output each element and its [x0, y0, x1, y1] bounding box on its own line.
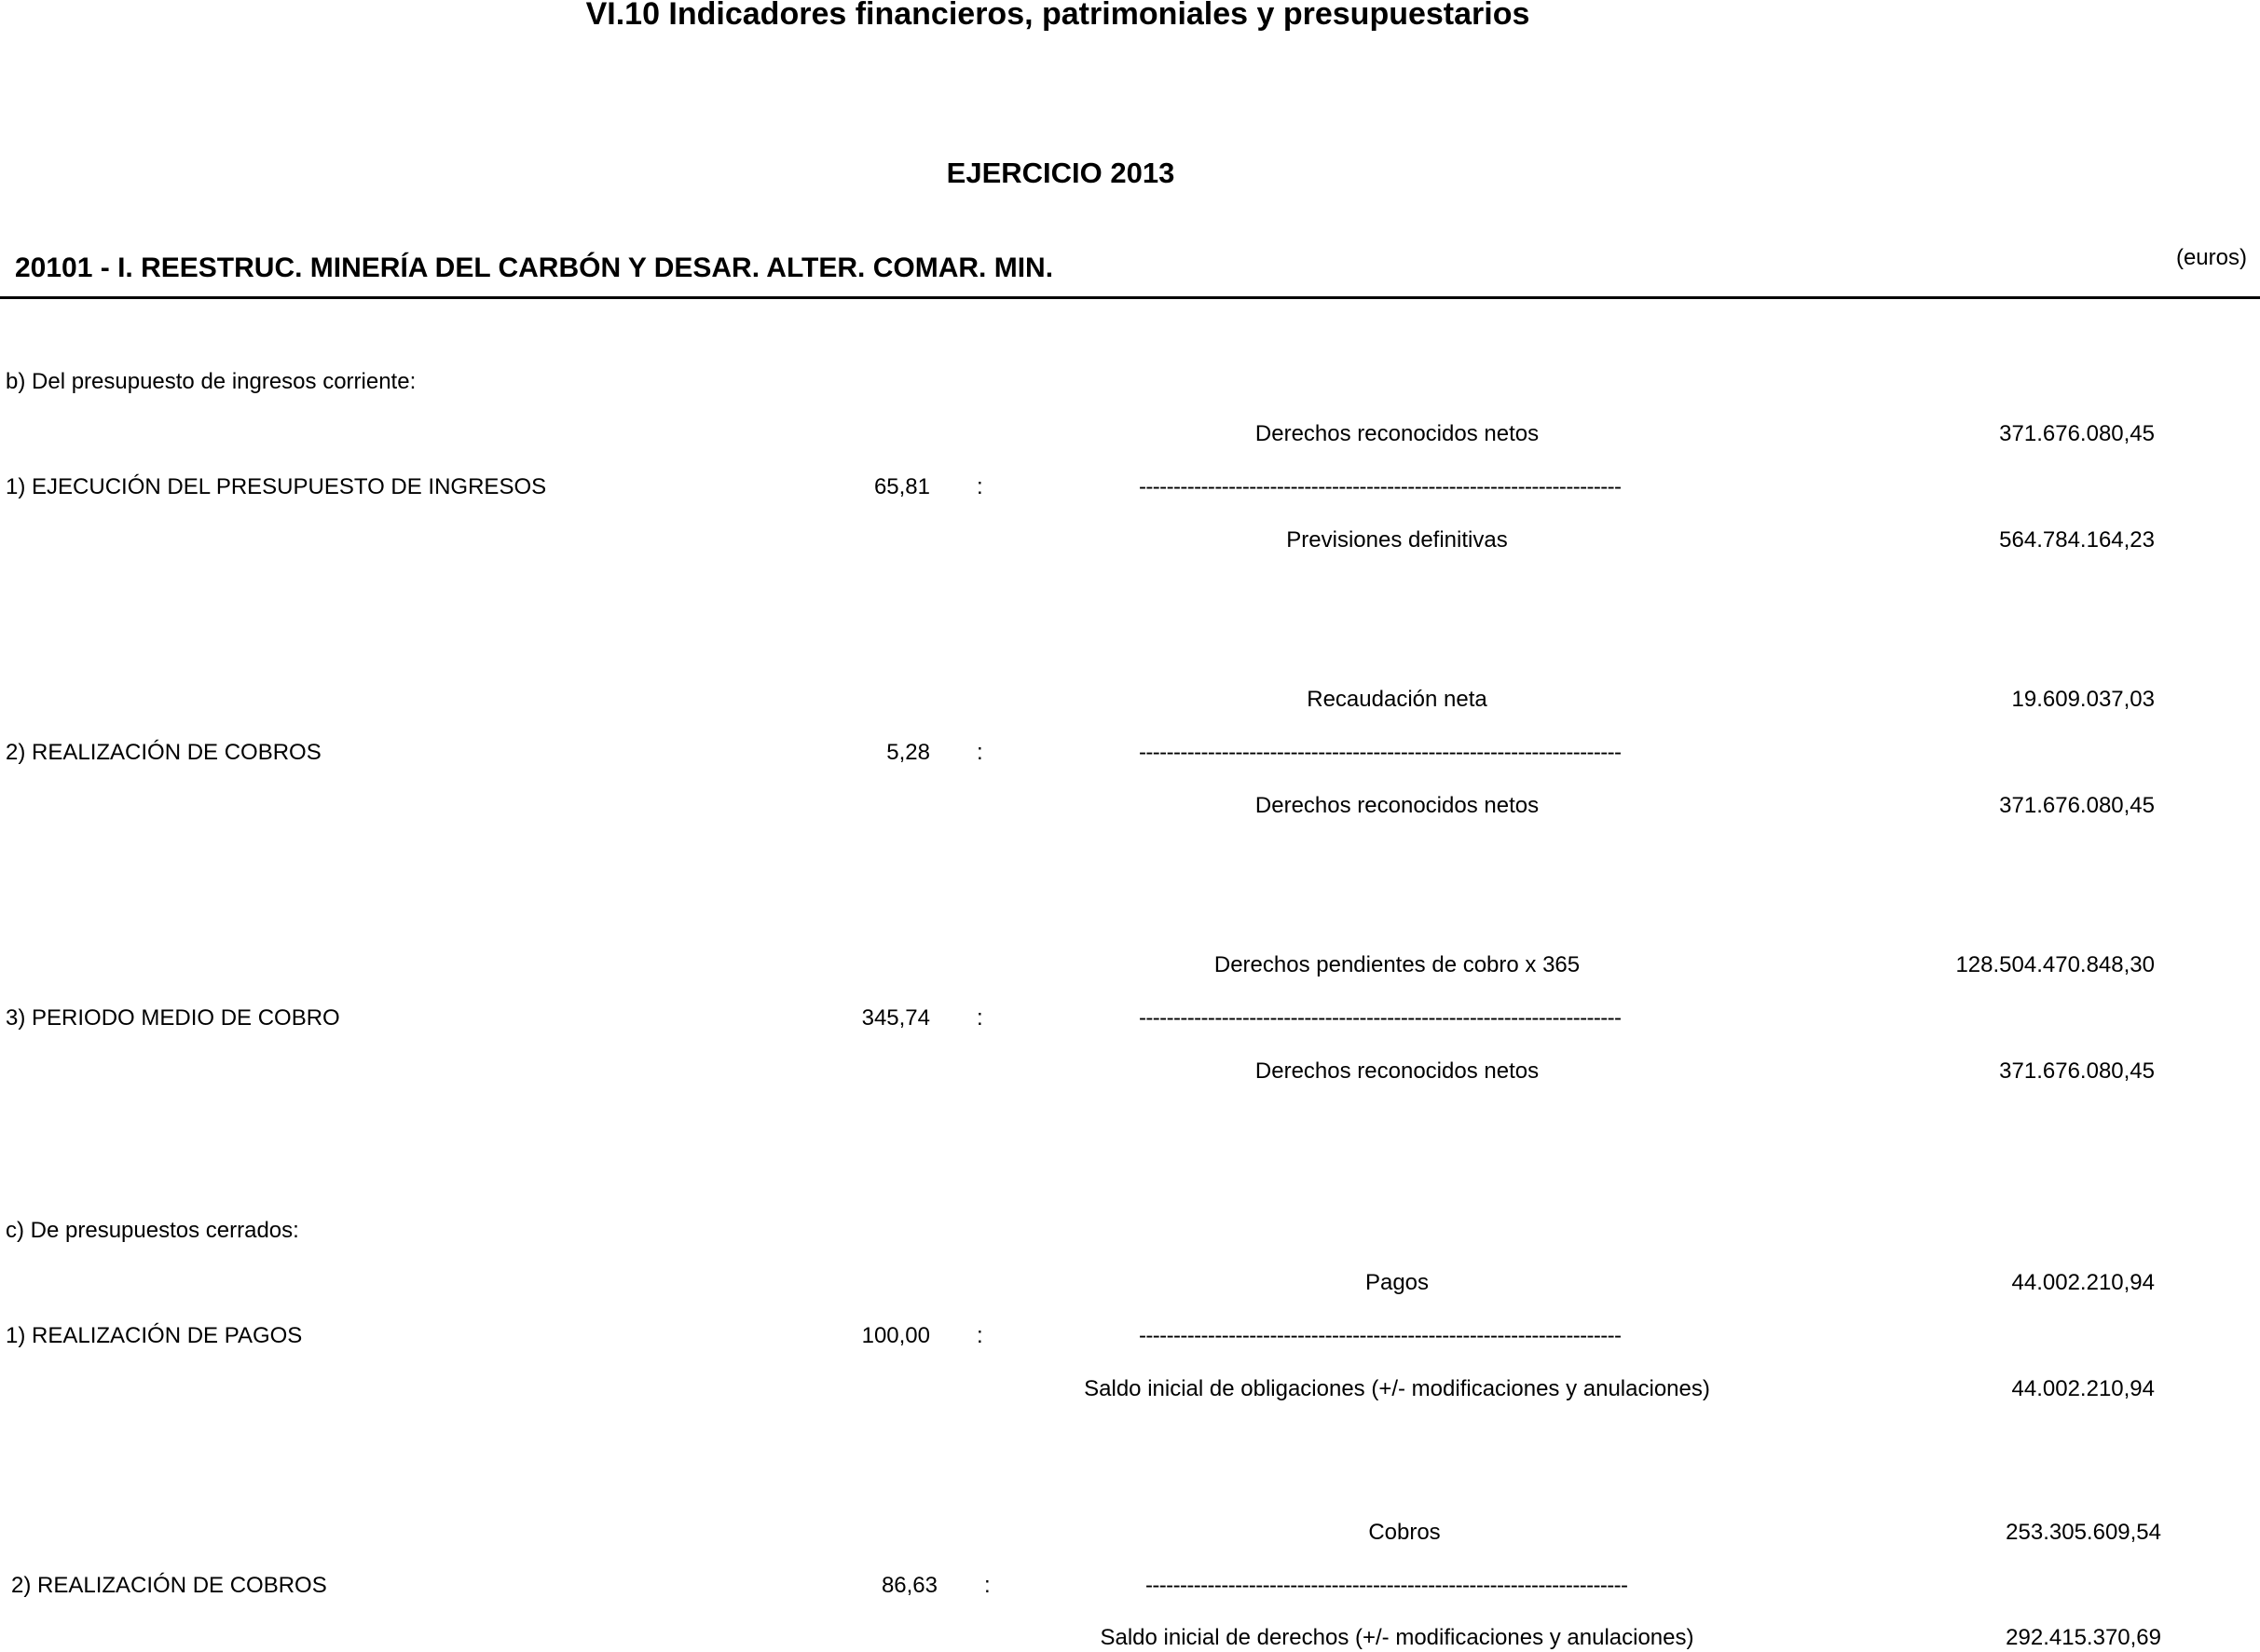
indicator-value: 100,00	[861, 1323, 930, 1348]
denominator-label: Saldo inicial de derechos (+/- modificaciones y anulaciones)	[1100, 1625, 1694, 1650]
indicator-separator: :	[984, 1573, 991, 1598]
numerator-value: 44.002.210,94	[2011, 1270, 2155, 1295]
numerator-label: Pagos	[1364, 1270, 1430, 1295]
header-divider	[0, 296, 2260, 299]
numerator-value: 128.504.470.848,30	[1955, 952, 2155, 977]
indicator-separator: :	[977, 474, 983, 499]
fraction-divider: ----------------------------------------------------------------------	[1139, 474, 1622, 499]
denominator-value: 292.415.370,69	[2006, 1625, 2161, 1650]
fraction-divider: ----------------------------------------------------------------------	[1139, 1323, 1622, 1348]
fraction-divider: ----------------------------------------------------------------------	[1139, 1005, 1622, 1031]
indicator-separator: :	[977, 740, 983, 765]
indicator-label: 1) REALIZACIÓN DE PAGOS	[6, 1323, 303, 1348]
denominator-value: 371.676.080,45	[1999, 1058, 2155, 1084]
indicator-separator: :	[977, 1005, 983, 1031]
numerator-value: 253.305.609,54	[2006, 1520, 2161, 1545]
indicator-separator: :	[977, 1323, 983, 1348]
indicator-label: 3) PERIODO MEDIO DE COBRO	[6, 1005, 340, 1031]
indicator-value: 5,28	[886, 740, 930, 765]
numerator-value: 19.609.037,03	[2011, 687, 2155, 712]
indicator-value: 65,81	[873, 474, 930, 499]
section-heading-closed-budgets: c) De presupuestos cerrados:	[6, 1218, 299, 1243]
section-heading-current-income: b) Del presupuesto de ingresos corriente:	[6, 369, 417, 394]
indicator-label: 1) EJECUCIÓN DEL PRESUPUESTO DE INGRESOS	[6, 474, 547, 499]
indicator-label: 2) REALIZACIÓN DE COBROS	[11, 1573, 327, 1598]
numerator-label: Derechos pendientes de cobro x 365	[1213, 952, 1581, 977]
fraction-divider: ----------------------------------------------------------------------	[1139, 740, 1622, 765]
numerator-value: 371.676.080,45	[1999, 421, 2155, 446]
numerator-label: Derechos reconocidos netos	[1254, 421, 1540, 446]
indicator-label: 2) REALIZACIÓN DE COBROS	[6, 740, 322, 765]
denominator-label: Previsiones definitivas	[1286, 527, 1508, 553]
fraction-divider: ----------------------------------------------------------------------	[1145, 1573, 1628, 1598]
fiscal-year-label: EJERCICIO 2013	[946, 157, 1175, 189]
entity-name: 20101 - I. REESTRUC. MINERÍA DEL CARBÓN Y DESAR. ALTER. COMAR. MIN.	[15, 253, 1054, 283]
indicator-value: 86,63	[881, 1573, 938, 1598]
denominator-label: Saldo inicial de obligaciones (+/- modificaciones y anulaciones)	[1084, 1376, 1710, 1401]
currency-units: (euros)	[2175, 245, 2247, 270]
denominator-label: Derechos reconocidos netos	[1254, 793, 1540, 818]
denominator-value: 371.676.080,45	[1999, 793, 2155, 818]
document-title: VI.10 Indicadores financieros, patrimoniales y presupuestarios	[585, 0, 1530, 32]
indicator-value: 345,74	[861, 1005, 930, 1031]
denominator-label: Derechos reconocidos netos	[1254, 1058, 1540, 1084]
denominator-value: 44.002.210,94	[2011, 1376, 2155, 1401]
denominator-value: 564.784.164,23	[1999, 527, 2155, 553]
numerator-label: Recaudación neta	[1307, 687, 1487, 712]
numerator-label: Cobros	[1368, 1520, 1441, 1545]
